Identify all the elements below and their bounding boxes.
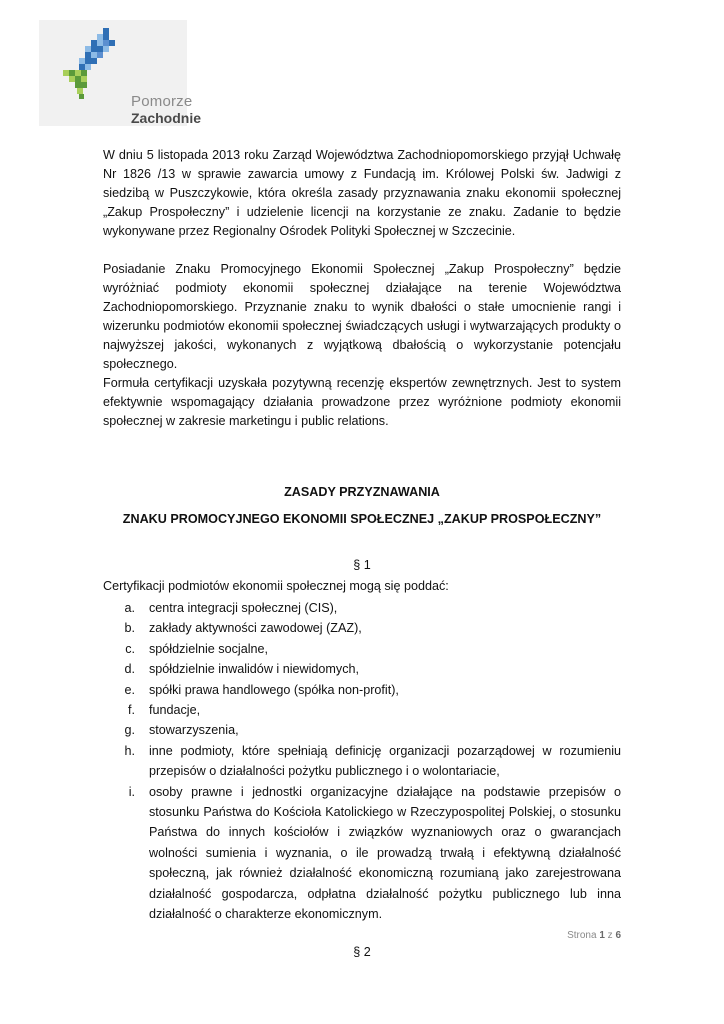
page-separator: z (607, 930, 613, 941)
list-item (103, 720, 621, 740)
intro-paragraph-2: Posiadanie Znaku Promocyjnego Ekonomii Społecznej „Zakup Prospołeczny” będzie wyróżniać podmioty ekonomii społecznej działające na terenie Województwa Zachodniopomorskiego. Przyznanie znaku to wynik dbałości o stałe umocnienie rangi i wizerunku podmiotów ekonomii społecznej świadczących usługi i wytwarzających produkty o najwyższej jakości, wykonanych z wyjątkową dbałością o wykorzystanie potencjału społecznego. (103, 262, 621, 371)
list-item-text: centra integracji społecznej (CIS), (149, 601, 338, 615)
document-body (103, 146, 621, 962)
list-item-text: zakłady aktywności zawodowej (ZAZ), (149, 621, 362, 636)
intro-paragraph-1: W dniu 5 listopada 2013 roku Zarząd Województwa Zachodniopomorskiego przyjął Uchwałę Nr 1826 /13 w sprawie zawarcia umowy z Fundacją im. Królowej Polski św. Jadwigi z siedzibą w Puszczykowie, która określa zasady przyznawania znaku ekonomii społecznej „Zakup Prospołeczny” i udzielenie licencji na korzystanie ze znaku. Zadanie to będzie wykonywane przez Regionalny Ośrodek Polityki Społecznej w Szczecinie. (103, 148, 621, 238)
intro-paragraph-3: Formuła certyfikacji uzyskała pozytywną recenzję ekspertów zewnętrznych. Jest to system efektywnie wspomagający działania prowadzone przez wyróżnione podmioty ekonomii społecznej w zakresie marketingu i public relations. (103, 376, 621, 428)
list-item (103, 700, 621, 720)
page-total: 6 (615, 930, 621, 941)
heading-line-1: ZASADY PRZYZNAWANIA (284, 485, 440, 499)
list-marker: a. (124, 601, 135, 615)
heading-line-2: ZNAKU PROMOCYJNEGO EKONOMII SPOŁECZNEJ „ZAKUP PROSPOŁECZNY” (122, 512, 602, 526)
list-item (103, 618, 621, 638)
list-marker: c. (125, 641, 135, 656)
section-1-lead: Certyfikacji podmiotów ekonomii społecznej mogą się poddać: (103, 579, 449, 593)
list-item (103, 741, 621, 782)
list-item-text: spółdzielnie socjalne, (149, 641, 269, 656)
page-current: 1 (599, 930, 605, 941)
list-marker: i. (128, 784, 135, 799)
eligible-entities-list (103, 598, 621, 925)
list-item (103, 639, 621, 659)
list-item (103, 782, 621, 925)
page-number (567, 930, 621, 941)
logo (39, 20, 202, 126)
list-item-text: spółdzielnie inwalidów i niewidomych, (149, 662, 359, 677)
list-marker: b. (124, 621, 135, 636)
logo-text-line2: Zachodnie (131, 110, 202, 126)
list-item-text: stowarzyszenia, (149, 723, 239, 738)
list-item-text: spółki prawa handlowego (spółka non-profit), (149, 682, 399, 697)
list-marker: f. (128, 703, 135, 718)
list-item (103, 659, 621, 679)
section-1-sign: § 1 (353, 558, 371, 572)
list-item (103, 680, 621, 700)
page-label: Strona (567, 930, 597, 941)
section-2-sign: § 2 (353, 944, 371, 959)
logo-text-line1: Pomorze (131, 93, 193, 110)
list-marker: e. (124, 682, 135, 697)
list-marker: g. (124, 723, 135, 738)
list-item (103, 598, 621, 618)
list-item-text: fundacje, (149, 703, 201, 718)
list-marker: h. (124, 743, 135, 758)
list-marker: d. (124, 662, 135, 677)
list-item-text: inne podmioty, które spełniają definicję organizacji pozarządowej w rozumieniu przepisów o działalności pożytku publicznego i o wolontariacie, (149, 743, 621, 779)
list-item-text: osoby prawne i jednostki organizacyjne działające na podstawie przepisów o stosunku Państwa do Kościoła Katolickiego w Rzeczypospolitej Polskiej, o stosunku Państwa do innych kościołów i związków wyznaniowych oraz o gwarancjach wolności sumienia i wyznania, o ile prowadzą trwałą i efektywną działalność społeczną, jak również działalność ekonomiczną rozumianą jako zarejestrowana działalność gospodarcza, odpłatna działalność pożytku publicznego lub inna działalność o charakterze ekonomicznym. (149, 784, 621, 922)
